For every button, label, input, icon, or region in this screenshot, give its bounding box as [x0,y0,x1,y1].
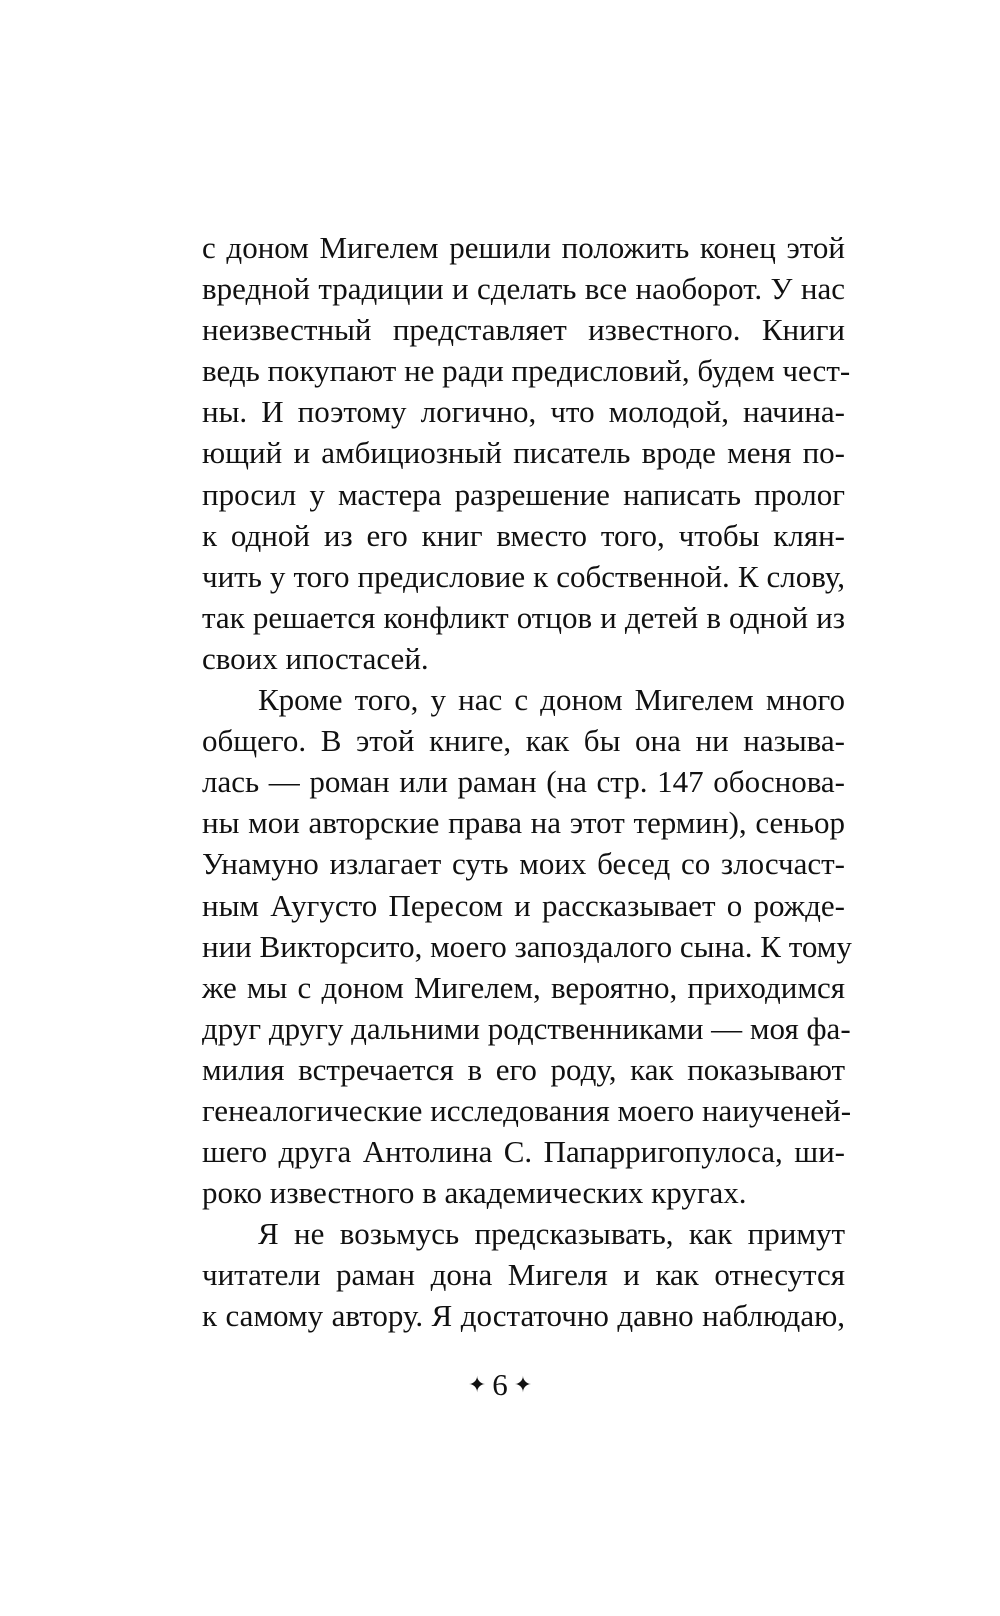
text-line: читатели раман дона Мигеля и как отнесутся [202,1257,845,1293]
text-line: к одной из его книг вместо того, чтобы клян- [202,517,845,553]
text-line: чить у того предисловие к собственной. К слову, [202,558,845,594]
text-line: Я не возьмусь предсказывать, как примут [258,1216,845,1252]
text-line: ным Аугусто Пересом и рассказывает о рожде- [202,887,845,923]
text-line: своих ипостасей. [202,640,429,676]
paragraph [202,1213,845,1336]
text-line: общего. В этой книге, как бы она ни называ- [202,723,845,759]
text-line: Кроме того, у нас с доном Мигелем много [258,682,845,718]
text-line: ведь покупают не ради предисловий, будем чест- [202,353,851,389]
text-line: так решается конфликт отцов и детей в одной из [202,599,845,635]
text-line: ны мои авторские права на этот термин), сеньор [202,805,845,841]
text-line: к самому автору. Я достаточно давно наблюдаю, [202,1298,845,1334]
star-ornament-icon: ✦ [513,1372,533,1397]
paragraph [202,679,852,1213]
text-line: нии Викторсито, моего запоздалого сына. К тому [202,928,852,964]
text-line: друг другу дальними родственниками — моя фа- [202,1010,851,1046]
text-line: просил у мастера разрешение написать пролог [202,476,845,512]
text-line: с доном Мигелем решили положить конец этой [202,230,845,265]
page-footer [0,1365,1000,1405]
paragraph [202,227,851,679]
text-line: неизвестный представляет известного. Книги [202,312,845,348]
page-number: 6 [492,1367,508,1402]
text-line: роко известного в академических кругах. [202,1175,747,1211]
text-line: ны. И поэтому логично, что молодой, начина- [202,394,845,430]
text-line: ющий и амбициозный писатель вроде меня по- [202,435,845,471]
text-line: лась — роман или раман (на стр. 147 обоснова- [202,764,845,800]
text-line: же мы с доном Мигелем, вероятно, приходимся [202,969,845,1005]
star-ornament-icon: ✦ [467,1372,487,1397]
text-line: Унамуно излагает суть моих бесед со злосчаст- [202,846,845,882]
text-line: вредной традиции и сделать все наоборот. У нас [202,271,845,307]
text-line: милия встречается в его роду, как показывают [202,1051,845,1087]
text-line: шего друга Антолина С. Папарригопулоса, ши- [202,1134,845,1170]
text-line: генеалогические исследования моего наиученей- [202,1092,852,1128]
body-text [202,227,852,1337]
